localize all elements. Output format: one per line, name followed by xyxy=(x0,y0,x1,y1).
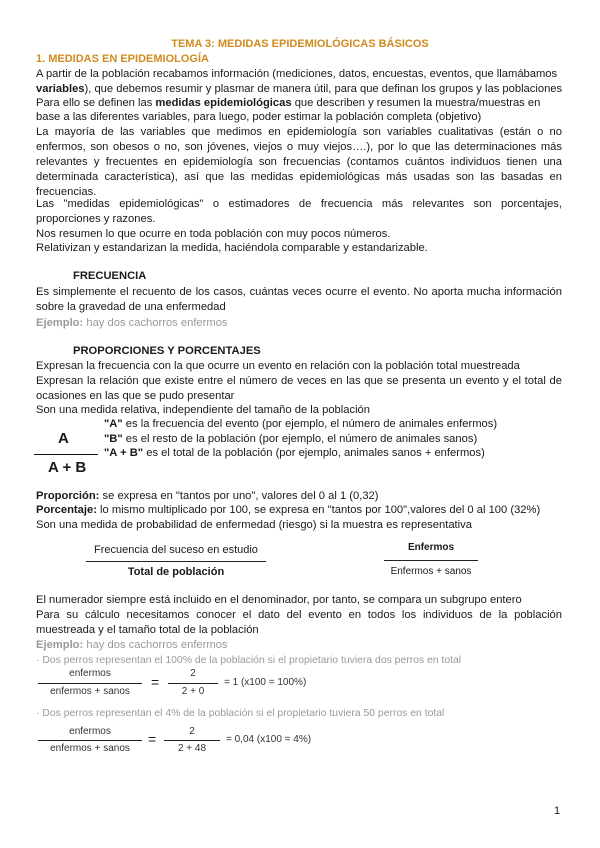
paragraph-line: Expresan la frecuencia con la que ocurre un evento en relación con la población total muestreada xyxy=(36,360,520,372)
paragraph-estimadores: Las "medidas epidemiológicas" o estimadores de frecuencia más relevantes son porcentajes, proporciones y razones. xyxy=(36,198,562,225)
paragraph-line: variables), que debemos resumir y plasmar de manera útil, para que definan los grupos y las poblaciones xyxy=(36,83,563,95)
ex1-bar-2 xyxy=(168,683,218,684)
heading-proporciones: PROPORCIONES Y PORCENTAJES xyxy=(73,345,261,357)
fraction-numerator-a: A xyxy=(58,430,69,447)
ex1-denominator-value: 2 + 0 xyxy=(181,686,205,697)
paragraph-relacion: Expresan la relación que existe entre el número de veces en las que se presenta un evento y el total de ocasiones en las que se pudo presentar xyxy=(36,375,562,402)
page-number: 1 xyxy=(554,805,561,817)
definition-ab: "A + B" es el total de la población (por ejemplo, animales sanos + enfermos) xyxy=(104,447,485,459)
ex1-numerator: enfermos xyxy=(69,668,111,679)
bold-term-variables: variables xyxy=(36,83,85,95)
ex2-denominator-value: 2 + 48 xyxy=(177,743,207,754)
paragraph-line: Nos resumen lo que ocurre en toda población con muy pocos números. xyxy=(36,228,391,240)
ex1-denominator: enfermos + sanos xyxy=(50,686,130,697)
ex1-bar xyxy=(38,683,142,684)
ex2-numerator-value: 2 xyxy=(189,726,195,737)
formula2-denominator: Enfermos + sanos xyxy=(390,566,472,577)
ex2-numerator: enfermos xyxy=(69,726,111,737)
fraction-bar xyxy=(34,454,98,455)
document-title: TEMA 3: MEDIDAS EPIDEMIOLÓGICAS BÁSICOS xyxy=(171,38,429,50)
ex1-numerator-value: 2 xyxy=(190,668,196,679)
paragraph-line: Para ello se definen las medidas epidemiológicas que describen y resumen la muestra/muestras en xyxy=(36,97,541,109)
formula2-numerator: Enfermos xyxy=(407,542,455,553)
bold-term-medidas: medidas epidemiológicas xyxy=(155,97,292,109)
paragraph-line: base a las diferentes variables, para luego, poder estimar la población completa (objetivo) xyxy=(36,111,482,123)
definition-a: "A" es la frecuencia del evento (por ejemplo, el número de animales enfermos) xyxy=(104,418,498,430)
example-label: Ejemplo: xyxy=(36,317,84,329)
example-4-percent: · Dos perros representan el 4% de la población si el propietario tuviera 50 perros en total xyxy=(36,708,445,719)
definition-proporcion: Proporción: se expresa en "tantos por uno", valores del 0 al 1 (0,32) xyxy=(36,490,379,502)
example-100-percent: · Dos perros representan el 100% de la población si el propietario tuviera dos perros en total xyxy=(36,655,462,666)
formula2-bar xyxy=(384,560,478,561)
ex1-equals: = xyxy=(151,674,160,690)
ex1-result: = 1 (x100 = 100%) xyxy=(224,677,307,688)
formula-denominator: Total de población xyxy=(127,566,225,578)
paragraph-calculo: Para su cálculo necesitamos conocer el dato del evento en todos los individuos de la población muestreada y el tamaño total de la población xyxy=(36,609,562,636)
paragraph-line: El numerador siempre está incluido en el denominador, por tanto, se compara un subgrupo entero xyxy=(36,594,522,606)
formula-bar xyxy=(86,561,266,562)
section-heading-medidas: 1. MEDIDAS EN EPIDEMIOLOGÍA xyxy=(36,53,209,65)
paragraph-frecuencia: Es simplemente el recuento de los casos, cuántas veces ocurre el evento. No aporta mucha información sobre la gravedad de una enfermedad xyxy=(36,286,562,313)
example-line: Ejemplo: hay dos cachorros enfermos xyxy=(36,639,228,651)
definition-porcentaje: Porcentaje: lo mismo multiplicado por 100, se expresa en "tantos por 100",valores del 0 al 100 (32%) xyxy=(36,504,541,516)
heading-frecuencia: FRECUENCIA xyxy=(73,270,147,282)
ex2-denominator: enfermos + sanos xyxy=(50,743,130,754)
ex2-bar xyxy=(38,740,142,741)
paragraph-line: A partir de la población recabamos información (mediciones, datos, encuestas, eventos, que llamábamos xyxy=(36,68,558,80)
paragraph-line: Son una medida de probabilidad de enfermedad (riesgo) si la muestra es representativa xyxy=(36,519,472,531)
ex2-bar-2 xyxy=(164,740,220,741)
ex2-result: = 0,04 (x100 = 4%) xyxy=(226,734,312,745)
paragraph-line: Relativizan y estandarizan la medida, haciéndola comparable y estandarizable. xyxy=(36,242,428,254)
paragraph-line: Son una medida relativa, independiente del tamaño de la población xyxy=(36,404,371,416)
example-label: Ejemplo: xyxy=(36,639,84,651)
ex2-equals: = xyxy=(148,731,157,747)
definition-b: "B" es el resto de la población (por ejemplo, el número de animales sanos) xyxy=(104,433,478,445)
fraction-denominator-ab: A + B xyxy=(48,459,87,476)
paragraph-variables: La mayoría de las variables que medimos en epidemiología son variables cualitativas (están o no enfermos, son obesos o no, son jóvenes, viejos o muy viejos….), por lo que las determinaciones más relevantes y frecuentes en epidemiología son frecuencias (contamos cuántos individuos tienen una determinada característica), así que las medidas epidemiológicas más usadas son las basadas en frecuencias. xyxy=(36,126,562,198)
formula-numerator: Frecuencia del suceso en estudio xyxy=(94,544,258,556)
example-line: Ejemplo: hay dos cachorros enfermos xyxy=(36,317,228,329)
